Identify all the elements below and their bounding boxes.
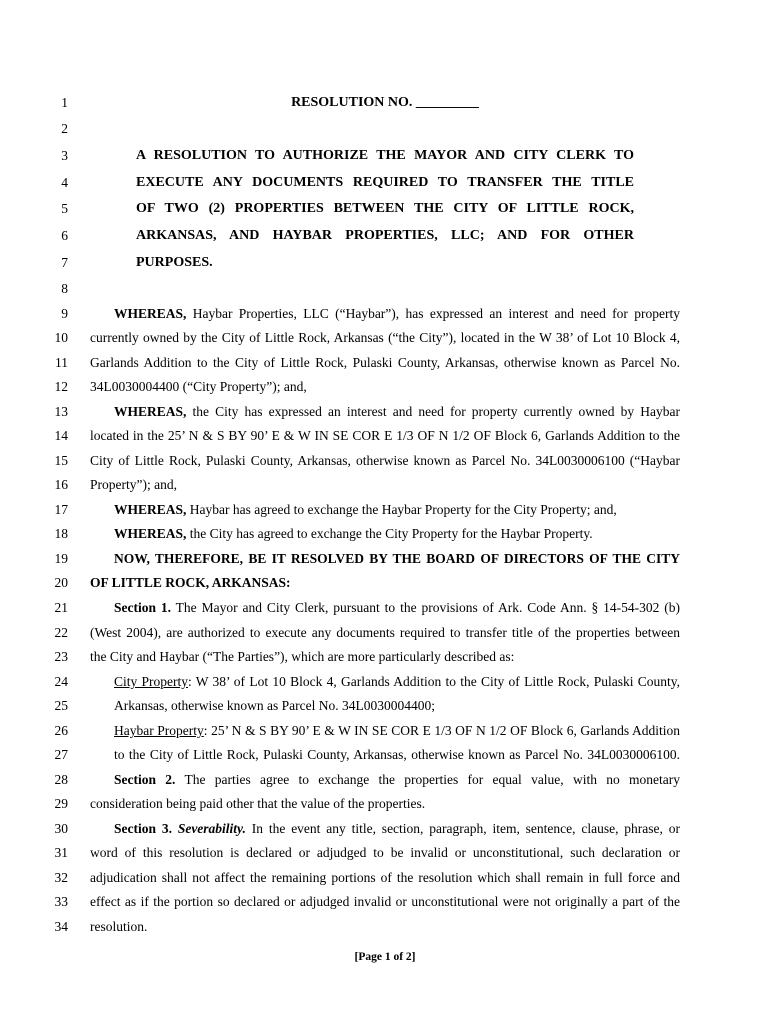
line-number: 13: [54, 404, 68, 419]
whereas-lead: WHEREAS,: [114, 502, 187, 517]
line-number: 9: [61, 306, 68, 321]
body-line: WHEREAS, the City has expressed an interest and need for property currently owned by Haybar: [114, 404, 680, 419]
line-number: 28: [54, 772, 68, 787]
body-line: Section 3. Severability. In the event any title, section, paragraph, item, sentence, clause, phrase, or: [114, 821, 680, 836]
body-line: resolution.: [90, 919, 148, 934]
whereas-lead: WHEREAS,: [114, 526, 187, 541]
line-number: 4: [61, 175, 68, 190]
body-line: the City and Haybar (“The Parties”), which are more particularly described as:: [90, 649, 515, 664]
body-line: located in the 25’ N & S BY 90’ E & W IN SE COR E 1/3 OF N 1/2 OF Block 6, Garlands Addition to the: [90, 428, 680, 443]
body-line: WHEREAS, the City has agreed to exchange the City Property for the Haybar Property.: [114, 526, 593, 541]
line-number: 1: [61, 95, 68, 110]
body-line: WHEREAS, Haybar Properties, LLC (“Haybar”), has expressed an interest and need for property: [114, 306, 680, 321]
line-number: 14: [54, 428, 68, 443]
heading-line: EXECUTE ANY DOCUMENTS REQUIRED TO TRANSFER THE TITLE: [136, 175, 634, 190]
body-line: effect as if the portion so declared or adjudged invalid or unconstitutional were not originally a part of the: [90, 894, 680, 909]
line-number: 23: [54, 649, 68, 664]
line-number: 10: [54, 330, 68, 345]
section-lead: Section 1.: [114, 600, 172, 615]
line-number: 34: [54, 919, 68, 934]
body-line: (West 2004), are authorized to execute any documents required to transfer title of the properties between: [90, 625, 680, 640]
line-number: 16: [54, 477, 68, 492]
body-line: currently owned by the City of Little Rock, Arkansas (“the City”), located in the W 38’ of Lot 10 Block 4,: [90, 330, 680, 345]
line-number: 3: [61, 148, 68, 163]
severability-label: Severability.: [177, 821, 246, 836]
body-line: NOW, THEREFORE, BE IT RESOLVED BY THE BOARD OF DIRECTORS OF THE CITY: [114, 551, 680, 566]
line-number: 31: [54, 845, 68, 860]
property-label: City Property: [114, 674, 189, 689]
line-number: 5: [61, 201, 68, 216]
body-line: City of Little Rock, Pulaski County, Arkansas, otherwise known as Parcel No. 34L0030006100 (“Haybar: [90, 453, 680, 468]
section-lead: Section 3.: [114, 821, 172, 836]
line-number: 32: [54, 870, 68, 885]
body-line: Arkansas, otherwise known as Parcel No. 34L0030004400;: [114, 698, 435, 713]
line-number: 15: [54, 453, 68, 468]
page-footer: [Page 1 of 2]: [354, 951, 416, 963]
body-line: adjudication shall not affect the remaining portions of the resolution which shall remain in full force and: [90, 870, 680, 885]
body-line: Property”); and,: [90, 477, 177, 492]
section-lead: Section 2.: [114, 772, 176, 787]
line-number: 22: [54, 625, 68, 640]
body-line: Section 2. The parties agree to exchange the properties for equal value, with no monetary: [114, 772, 680, 787]
body-line: Haybar Property: 25’ N & S BY 90’ E & W IN SE COR E 1/3 OF N 1/2 OF Block 6, Garlands Addition: [114, 723, 680, 738]
resolution-title: RESOLUTION NO. _________: [291, 95, 479, 110]
body-line: WHEREAS, Haybar has agreed to exchange the Haybar Property for the City Property; and,: [114, 502, 617, 517]
line-number: 2: [61, 121, 68, 136]
heading-line: OF TWO (2) PROPERTIES BETWEEN THE CITY OF LITTLE ROCK,: [136, 201, 634, 216]
body-line: OF LITTLE ROCK, ARKANSAS:: [90, 575, 291, 590]
line-number: 24: [54, 674, 68, 689]
line-number: 33: [54, 894, 68, 909]
body-line: to the City of Little Rock, Pulaski County, Arkansas, otherwise known as Parcel No. 34L0030006100.: [114, 747, 680, 762]
line-number: 27: [54, 747, 68, 762]
line-number: 11: [55, 355, 68, 370]
whereas-lead: WHEREAS,: [114, 404, 187, 419]
line-number: 26: [54, 723, 68, 738]
line-number: 25: [54, 698, 68, 713]
line-number: 30: [54, 821, 68, 836]
body-line: City Property: W 38’ of Lot 10 Block 4, Garlands Addition to the City of Little Rock, Pulaski County,: [114, 674, 680, 689]
heading-line: A RESOLUTION TO AUTHORIZE THE MAYOR AND CITY CLERK TO: [136, 148, 634, 163]
line-number: 7: [61, 255, 68, 270]
line-number: 12: [54, 379, 68, 394]
heading-line: ARKANSAS, AND HAYBAR PROPERTIES, LLC; AND FOR OTHER: [136, 228, 634, 243]
line-number: 21: [54, 600, 68, 615]
line-number: 19: [54, 551, 68, 566]
line-number: 20: [54, 575, 68, 590]
line-number: 18: [54, 526, 68, 541]
line-number: 6: [61, 228, 68, 243]
body-line: Section 1. The Mayor and City Clerk, pursuant to the provisions of Ark. Code Ann. § 14-54-302 (b): [114, 600, 680, 615]
property-label: Haybar Property: [114, 723, 204, 738]
line-number: 17: [54, 502, 68, 517]
whereas-lead: WHEREAS,: [114, 306, 187, 321]
line-number: 8: [61, 281, 68, 296]
body-line: Garlands Addition to the City of Little Rock, Pulaski County, Arkansas, otherwise known as Parcel No.: [90, 355, 680, 370]
heading-line: PURPOSES.: [136, 255, 213, 270]
body-line: 34L0030004400 (“City Property”); and,: [90, 379, 307, 394]
line-number: 29: [54, 796, 68, 811]
body-line: word of this resolution is declared or adjudged to be invalid or unconstitutional, such declaration or: [90, 845, 680, 860]
body-line: consideration being paid other that the value of the properties.: [90, 796, 426, 811]
